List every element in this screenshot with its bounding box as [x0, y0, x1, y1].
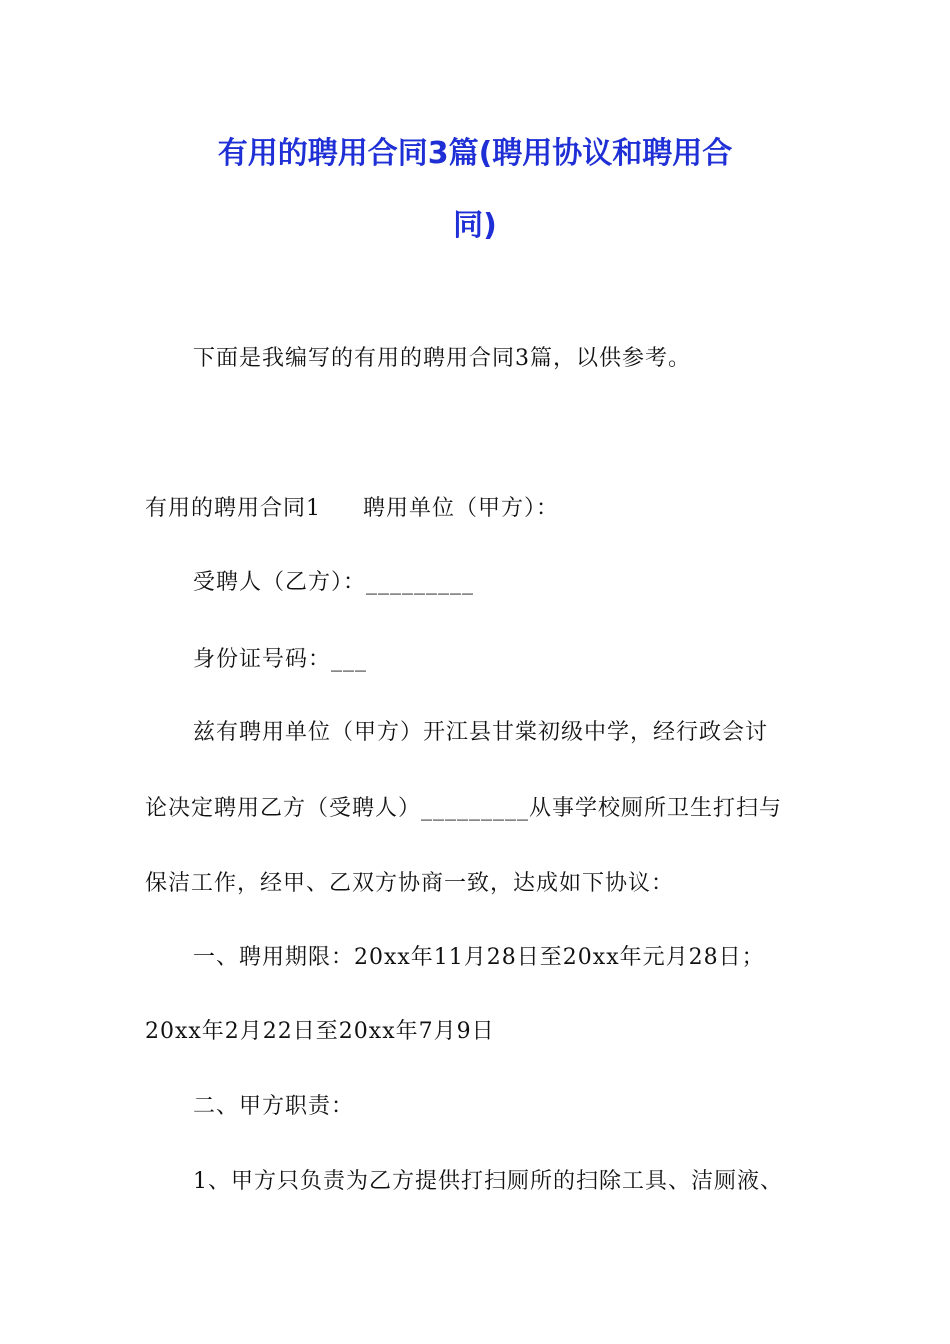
intro-paragraph: 下面是我编写的有用的聘用合同3篇，以供参考。: [193, 346, 691, 371]
document-title-line-2: 同): [453, 208, 497, 243]
agreement-paragraph-line-3: 保洁工作，经甲、乙双方协商一致，达成如下协议：: [145, 871, 675, 896]
section-2-heading: 二、甲方职责：: [193, 1094, 355, 1119]
employer-label: 聘用单位（甲方）：: [363, 496, 560, 521]
employee-field: 受聘人（乙方）：_________: [193, 570, 475, 595]
section-2-item-1: 1、甲方只负责为乙方提供打扫厕所的扫除工具、洁厕液、: [193, 1169, 783, 1194]
term-clause-line-2: 20xx年2月22日至20xx年7月9日: [145, 1019, 495, 1044]
contract-1-heading: 有用的聘用合同1: [145, 496, 321, 521]
term-clause-line-1: 一、聘用期限：20xx年11月28日至20xx年元月28日；: [193, 945, 765, 970]
agreement-paragraph-line-1: 兹有聘用单位（甲方）开江县甘棠初级中学，经行政会讨: [193, 720, 769, 745]
agreement-paragraph-line-2: 论决定聘用乙方（受聘人）_________从事学校厕所卫生打扫与: [145, 796, 783, 821]
id-number-field: 身份证号码：___: [193, 647, 368, 672]
document-title-line-1: 有用的聘用合同3篇(聘用协议和聘用合: [217, 136, 733, 171]
contract-heading-row: [145, 494, 559, 524]
